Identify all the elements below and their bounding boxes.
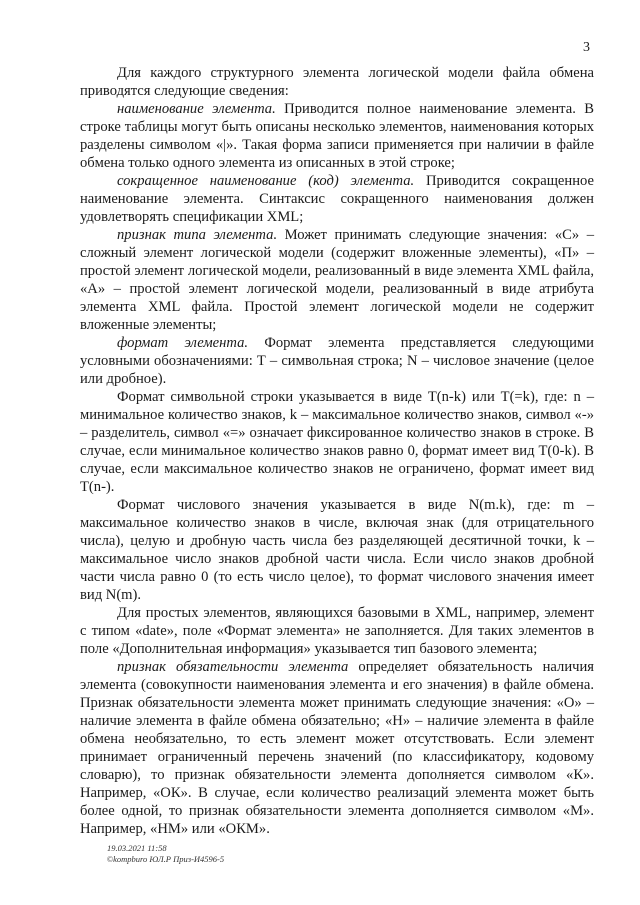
paragraph-term: признак обязательности элемента [117, 659, 349, 675]
page-number: 3 [583, 40, 590, 55]
paragraph-text: Приводится полное наименование элемента. В строке таблицы могут быть описаны несколько элементов, наименования которых разделены символом «|». Такая форма записи применяется при наличии в файле обмена только одного элемента из описанных в этой строке; [80, 101, 595, 171]
paragraph-element-name [80, 100, 594, 172]
paragraph-text: Формат символьной строки указывается в виде Т(n-k) или Т(=k), где: n – минимальное количество знаков, k – максимальное количество знаков, символ «-» – разделитель, символ «=» означает фиксированное количество знаков в строке. В случае, если минимальное количество знаков равно 0, формат имеет вид Т(0-k). В случае, если максимальное количество знаков не ограничено, формат имеет вид Т(n-). [80, 389, 594, 495]
paragraph-term: сокращенное наименование (код) элемента. [117, 173, 415, 189]
paragraph-term: признак типа элемента. [117, 227, 278, 243]
paragraph-base-types [80, 604, 594, 658]
paragraph-short-name [80, 172, 594, 226]
paragraph-text: Приводится сокращенное наименование элемента. Синтаксис сокращенного наименования должен удовлетворять спецификации XML; [80, 173, 594, 225]
copyright-icon: © [107, 855, 114, 864]
paragraph-required-flag [80, 658, 594, 838]
paragraph-term: наименование элемента. [117, 101, 276, 117]
paragraph-element-format [80, 334, 594, 388]
paragraph-element-type [80, 226, 594, 334]
paragraph-intro [80, 64, 594, 100]
paragraph-text: Формат элемента представляется следующими условными обозначениями: Т – символьная строка; N – числовое значение (целое или дробное). [80, 335, 594, 387]
footer-reference: kompburo ЮЛ.Р Приз-И4596-5 [113, 854, 225, 864]
paragraph-numeric-format [80, 496, 594, 604]
document-body [80, 64, 594, 838]
footer-reference-line [107, 854, 224, 865]
paragraph-string-format [80, 388, 594, 496]
paragraph-text: Формат числового значения указывается в виде N(m.k), где: m – максимальное количество знаков в числе, включая знак (для отрицательного числа), целую и дробную часть числа без разделяющей десятичной точки, k – максимальное число знаков дробной части числа. Если число знаков дробной части числа равно 0 (то есть число целое), то формат числового значения имеет вид N(m). [80, 497, 594, 603]
paragraph-term: формат элемента. [117, 335, 249, 351]
paragraph-text: определяет обязательность наличия элемента (совокупности наименования элемента и его значения) в файле обмена. Признак обязательности элемента может принимать следующие значения: «О» – наличие элемента в файле обмена обязательно; «Н» – наличие элемента в файле обмена необязательно, то есть элемент может отсутствовать. Если элемент принимает ограниченный перечень значений (по классификатору, кодовому словарю), то признак обязательности элемента дополняется символом «К». Например, «ОК». В случае, если количество реализаций элемента может быть более одной, то признак обязательности элемента дополняется символом «М». Например, «НМ» или «ОКМ». [80, 659, 594, 837]
footer-stamp [107, 843, 224, 865]
paragraph-text: Для простых элементов, являющихся базовыми в XML, например, элемент с типом «date», поле «Формат элемента» не заполняется. Для таких элементов в поле «Дополнительная информация» указывается тип базового элемента; [80, 605, 594, 657]
footer-timestamp: 19.03.2021 11:58 [107, 843, 167, 853]
paragraph-text: Для каждого структурного элемента логической модели файла обмена приводятся следующие сведения: [80, 65, 594, 99]
paragraph-text: Может принимать следующие значения: «С» – сложный элемент логической модели (содержит вложенные элементы), «П» – простой элемент логической модели, реализованный в виде элемента XML файла, «А» – простой элемент логической модели, реализованный в виде атрибута элемента XML файла. Простой элемент логической модели не содержит вложенные элементы; [80, 227, 594, 333]
